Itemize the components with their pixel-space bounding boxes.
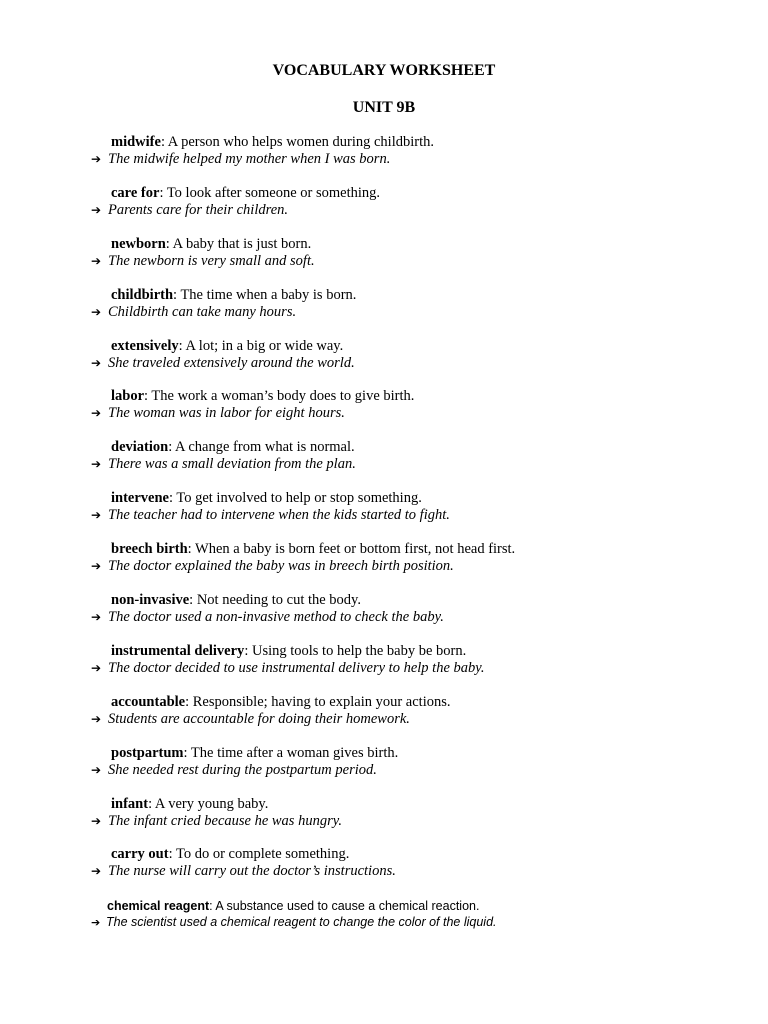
definition-line	[111, 591, 361, 609]
vocab-term: breech birth	[111, 541, 188, 558]
arrow-icon: ➔	[91, 457, 102, 472]
definition-text: : A person who helps women during childbirth.	[160, 134, 434, 150]
vocab-entry-accountable	[0, 693, 768, 744]
example-sentence: The teacher had to intervene when the kids started to fight.	[108, 507, 450, 524]
vocab-term: extensively	[111, 337, 179, 354]
definition-line	[111, 235, 311, 253]
arrow-icon: ➔	[91, 610, 102, 625]
vocab-term: labor	[111, 388, 145, 405]
arrow-icon: ➔	[91, 762, 102, 777]
example-line	[91, 862, 396, 880]
vocab-entry-breech-birth	[0, 540, 768, 591]
arrow-icon: ➔	[91, 202, 102, 217]
vocab-term: deviation	[111, 439, 169, 456]
example-sentence: The nurse will carry out the doctor’s instructions.	[108, 863, 396, 880]
arrow-icon: ➔	[91, 253, 102, 268]
definition-text: : To look after someone or something.	[159, 184, 381, 201]
example-line	[91, 812, 342, 830]
example-line	[91, 659, 485, 677]
definition-line	[111, 845, 349, 863]
example-sentence: She needed rest during the postpartum period.	[108, 761, 377, 778]
arrow-icon: ➔	[91, 559, 102, 574]
example-line	[91, 404, 345, 422]
definition-text: : A very young baby.	[148, 795, 269, 812]
example-sentence: The midwife helped my mother when I was born.	[108, 151, 391, 167]
definition-text: : Responsible; having to explain your actions.	[185, 693, 451, 710]
definition-line	[111, 286, 356, 304]
definition-text: : Not needing to cut the body.	[189, 592, 361, 609]
definition-text: : A change from what is normal.	[168, 439, 355, 456]
definition-line	[111, 438, 355, 456]
example-sentence: She traveled extensively around the world.	[108, 354, 355, 371]
vocabulary-list	[0, 133, 768, 947]
example-sentence: The woman was in labor for eight hours.	[108, 405, 345, 422]
example-sentence: The newborn is very small and soft.	[108, 252, 315, 269]
example-line	[91, 710, 410, 728]
vocab-term: care for	[111, 184, 160, 201]
example-sentence: There was a small deviation from the plan.	[108, 456, 356, 473]
example-sentence: Childbirth can take many hours.	[108, 303, 297, 320]
vocab-entry-childbirth	[0, 286, 768, 337]
vocab-term: chemical reagent	[107, 899, 210, 914]
example-line	[91, 608, 444, 626]
arrow-icon: ➔	[91, 711, 102, 726]
vocab-term: intervene	[111, 490, 169, 507]
vocab-term: carry out	[111, 846, 169, 863]
definition-text: : To get involved to help or stop something.	[168, 490, 422, 507]
definition-text: : A baby that is just born.	[165, 235, 312, 252]
vocab-entry-midwife	[0, 133, 768, 184]
definition-text: : A lot; in a big or wide way.	[178, 337, 344, 354]
example-line	[91, 252, 315, 270]
example-sentence: Parents care for their children.	[108, 201, 289, 218]
vocab-term: childbirth	[111, 286, 174, 303]
definition-text: : The time after a woman gives birth.	[183, 744, 399, 761]
definition-line	[111, 337, 343, 355]
vocab-entry-deviation	[0, 438, 768, 489]
vocab-term: accountable	[111, 693, 186, 710]
example-line	[91, 303, 296, 321]
example-sentence: Students are accountable for doing their homework.	[108, 710, 410, 727]
arrow-icon: ➔	[91, 508, 102, 523]
example-line	[91, 150, 390, 168]
example-sentence: The doctor used a non-invasive method to check the baby.	[108, 609, 444, 626]
example-sentence: The doctor decided to use instrumental delivery to help the baby.	[108, 659, 485, 676]
definition-text: : The work a woman’s body does to give birth.	[144, 388, 415, 405]
vocab-entry-labor	[0, 387, 768, 438]
definition-text: : The time when a baby is born.	[173, 286, 357, 303]
vocab-entry-care-for	[0, 184, 768, 235]
definition-line	[111, 642, 466, 660]
arrow-icon: ➔	[91, 813, 102, 828]
example-line	[91, 557, 454, 575]
vocab-term: instrumental delivery	[111, 642, 245, 659]
vocab-entry-carry-out	[0, 845, 768, 896]
vocab-entry-infant	[0, 795, 768, 846]
example-line	[91, 455, 356, 473]
vocab-term: midwife	[111, 134, 161, 150]
definition-text: : A substance used to cause a chemical reaction.	[209, 899, 480, 914]
definition-line	[111, 693, 451, 711]
arrow-icon: ➔	[91, 916, 101, 930]
arrow-icon: ➔	[91, 304, 102, 319]
vocab-term: non-invasive	[111, 592, 190, 609]
definition-line	[111, 133, 434, 151]
document-title: VOCABULARY WORKSHEET	[272, 62, 496, 79]
arrow-icon: ➔	[91, 406, 102, 421]
vocab-entry-chemical-reagent	[0, 896, 768, 947]
example-line	[91, 201, 288, 219]
vocab-entry-intervene	[0, 489, 768, 540]
vocab-term: postpartum	[111, 744, 184, 761]
definition-text: : To do or complete something.	[168, 846, 350, 863]
vocab-entry-extensively	[0, 337, 768, 388]
vocab-entry-newborn	[0, 235, 768, 286]
definition-line	[107, 898, 479, 914]
definition-line	[111, 184, 380, 202]
definition-text: : Using tools to help the baby be born.	[244, 642, 467, 659]
arrow-icon: ➔	[91, 355, 102, 370]
vocab-entry-non-invasive	[0, 591, 768, 642]
arrow-icon: ➔	[91, 864, 102, 879]
example-line	[91, 354, 355, 372]
definition-line	[111, 540, 515, 558]
example-sentence: The doctor explained the baby was in breech birth position.	[108, 558, 454, 575]
vocab-term: newborn	[111, 235, 166, 252]
unit-heading: UNIT 9B	[352, 99, 416, 116]
definition-line	[111, 387, 414, 405]
vocab-entry-instrumental-delivery	[0, 642, 768, 693]
example-line	[91, 761, 377, 779]
definition-line	[111, 795, 268, 813]
example-sentence: The infant cried because he was hungry.	[108, 812, 342, 829]
vocab-term: infant	[111, 795, 149, 812]
definition-line	[111, 744, 398, 762]
definition-line	[111, 489, 422, 507]
definition-text: : When a baby is born feet or bottom first, not head first.	[187, 541, 516, 558]
arrow-icon: ➔	[91, 152, 102, 166]
arrow-icon: ➔	[91, 660, 102, 675]
example-line	[91, 914, 497, 931]
vocab-entry-postpartum	[0, 744, 768, 795]
example-line	[91, 506, 450, 524]
example-sentence: The scientist used a chemical reagent to change the color of the liquid.	[106, 915, 497, 930]
